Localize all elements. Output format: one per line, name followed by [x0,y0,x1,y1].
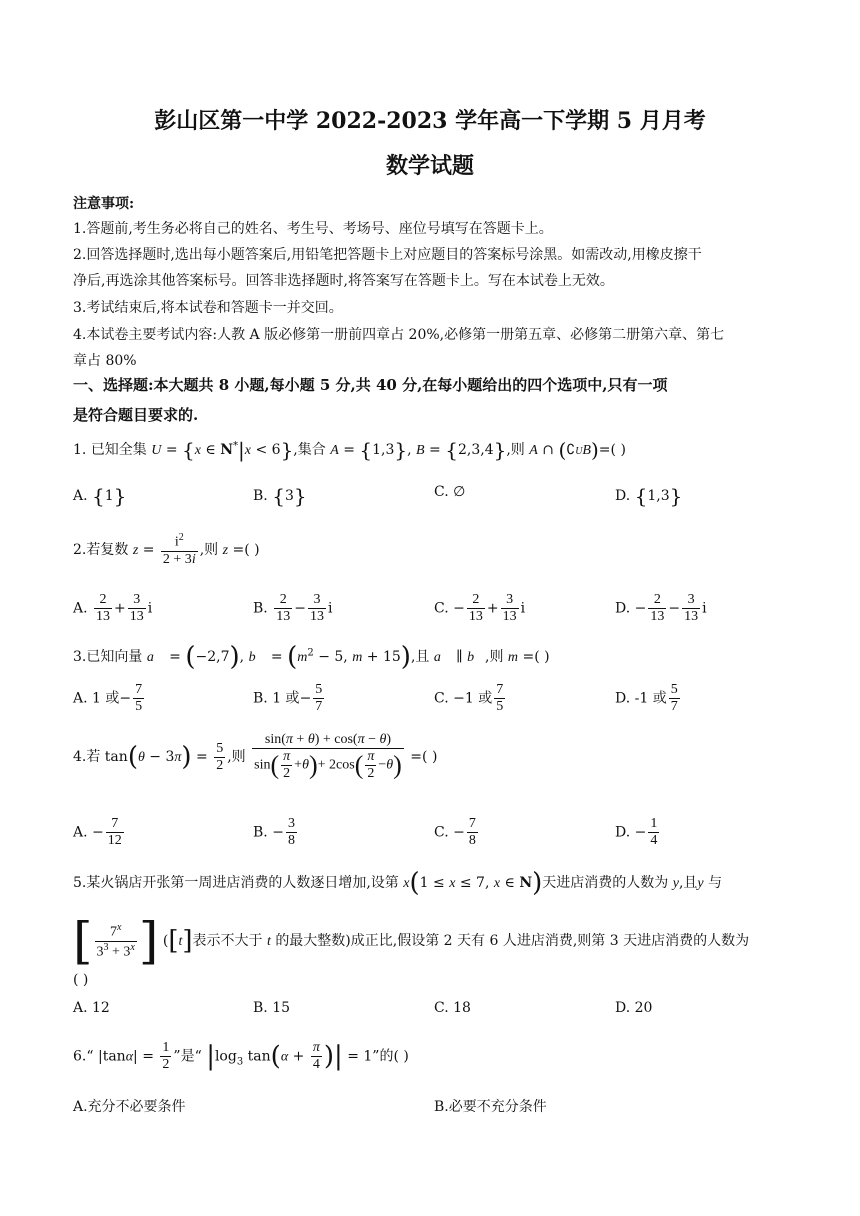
option-b: B.必要不充分条件 [434,1099,547,1115]
section-heading: 一、选择题:本大题共 8 小题,每小题 5 分,共 40 分,在每小题给出的四个选项中,只有一项 [73,376,668,394]
question-2: 2.若复数 z = $\frac{i^2}{2 + 3i}$ ,则 z =( ) [73,532,260,567]
question-3: 3.已知向量 a⃗ = (−2,7), b⃗ = ($m^2 - 5$, m + 15),且 a⃗ ∥ b⃗,则 m =( ) [73,642,550,672]
option-c: C. ∅ [434,484,466,500]
option-c: C. −1 或 $\frac{7}{5}$ [434,682,504,714]
option-d: D. − $\frac{1}{4}$ [615,816,658,848]
option-b: B. − $\frac{3}{8}$ [253,816,295,848]
question-number: 1. [73,442,87,458]
option-a: A. $\frac{2}{13}$ + $\frac{3}{13}$ i [73,592,153,624]
notice-item: 1.答题前,考生务必将自己的姓名、考生号、考场号、座位号填写在答题卡上。 [73,221,553,237]
question-5-blank: ( ) [73,972,89,988]
option-a: A. 12 [73,1000,110,1016]
option-a: A. {1} [73,484,127,508]
question-4: 4.若 tan(θ − 3π) = $\frac{5}{2}$ ,则 sin(π + θ) + cos(π − θ) sin( $\frac{\pi}{2}$ +θ)+ 2cos( $\frac{\pi}{2}$ −θ) =( ) [73,732,438,781]
section-heading: 是符合题目要求的. [73,406,199,424]
option-d: D. 20 [615,1000,653,1016]
option-d: D. − $\frac{2}{13}$ − $\frac{3}{13}$ i [615,592,707,624]
notice-heading: 注意事项: [73,196,135,212]
question-5-cont: [ $\frac{7^x}{3^3 + 3^x}$ ] ([t]表示不大于 t 的最大整数)成正比,假设第 2 天有 6 人进店消费,则第 3 天进店消费的人数为 [73,912,750,970]
option-b: B. 15 [253,1000,291,1016]
option-d: D. {1,3} [615,484,683,508]
question-6: 6.“ |tanα| = $\frac{1}{2}$ ”是“ $|\log_3$ tan(α + $\frac{\pi}{4}$ )| = 1”的( ) [73,1040,409,1072]
question-1: 1. 已知全集 U = {x ∈ N*|x < 6},集合 A = {1,3}, B = {2,3,4},则 A ∩ (∁UB)=( ) [73,438,626,462]
option-c: C. − $\frac{2}{13}$ + $\frac{3}{13}$ i [434,592,526,624]
option-a: A. − $\frac{7}{12}$ [73,816,122,848]
notice-item: 3.考试结束后,将本试卷和答题卡一并交回。 [73,300,343,316]
notice-item: 4.本试卷主要考试内容:人教 A 版必修第一册前四章占 20%,必修第一册第五章、必修第二册第六章、第七 [73,327,725,343]
option-b: B. $\frac{2}{13}$ − $\frac{3}{13}$ i [253,592,333,624]
option-b: B. {3} [253,484,307,508]
option-c: C. 18 [434,1000,471,1016]
option-b: B. 1 或− $\frac{5}{7}$ [253,682,323,714]
exam-title: 彭山区第一中学 2022-2023 学年高一下学期 5 月月考 [154,108,706,134]
notice-item: 2.回答选择题时,选出每小题答案后,用铅笔把答题卡上对应题目的答案标号涂黑。如需改动,用橡皮擦干 [73,247,702,263]
option-c: C. − $\frac{7}{8}$ [434,816,476,848]
notice-item: 净后,再选涂其他答案标号。回答非选择题时,将答案写在答题卡上。写在本试卷上无效。 [73,273,614,289]
notice-item: 章占 80% [73,353,137,369]
option-d: D. -1 或 $\frac{5}{7}$ [615,682,678,714]
question-5: 5.某火锅店开张第一周进店消费的人数逐日增加,设第 x(1 ≤ x ≤ 7, x ∈ N)天进店消费的人数为 y,且y 与 [73,868,723,898]
exam-subtitle: 数学试题 [385,153,474,179]
option-a: A. 1 或− $\frac{7}{5}$ [73,682,143,714]
option-a: A.充分不必要条件 [73,1099,186,1115]
